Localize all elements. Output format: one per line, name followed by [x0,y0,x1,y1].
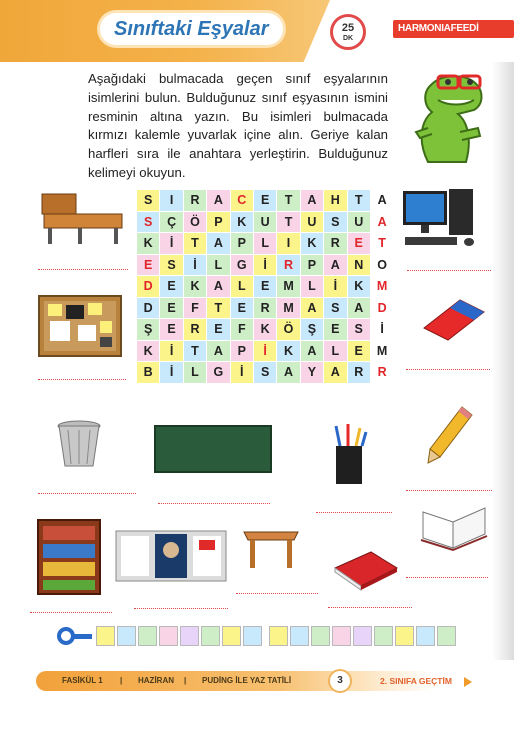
puzzle-cell[interactable]: S [160,255,182,276]
puzzle-cell[interactable]: U [348,212,370,233]
answer-line-table[interactable] [236,593,318,594]
puzzle-cell[interactable]: A [371,190,393,211]
answer-line-desk[interactable] [38,269,128,270]
puzzle-cell[interactable]: T [277,190,299,211]
footer-grade: 2. SINIFA GEÇTİM [380,676,452,686]
answer-key-cell[interactable] [201,626,220,646]
answer-key-cell[interactable] [222,626,241,646]
puzzle-cell[interactable]: L [231,276,253,297]
puzzle-cell[interactable]: E [231,298,253,319]
answer-key-cell[interactable] [311,626,330,646]
answer-key-cell[interactable] [395,626,414,646]
puzzle-cell[interactable]: A [301,341,323,362]
puzzle-cell[interactable]: M [371,341,393,362]
answer-key-cell[interactable] [269,626,288,646]
answer-key-cell[interactable] [416,626,435,646]
footer-separator: | [120,676,123,685]
puzzle-cell[interactable]: İ [160,233,182,254]
puzzle-cell[interactable]: Ş [301,319,323,340]
ataturk-corner-image [115,530,227,582]
puzzle-cell[interactable]: İ [324,276,346,297]
puzzle-cell[interactable]: A [301,190,323,211]
puzzle-cell[interactable]: R [184,190,206,211]
answer-key-cell[interactable] [374,626,393,646]
pencil-image [426,405,474,465]
answer-line-book[interactable] [328,607,412,608]
answer-key-cell[interactable] [353,626,372,646]
puzzle-cell[interactable]: L [301,276,323,297]
puzzle-cell[interactable]: N [348,255,370,276]
answer-key-row-right [269,626,456,646]
puzzle-cell[interactable]: A [301,298,323,319]
puzzle-cell[interactable]: R [348,362,370,383]
puzzle-cell[interactable]: S [324,298,346,319]
answer-line-notebook[interactable] [406,577,488,578]
footer-series: PUDİNG İLE YAZ TATİLİ [202,676,292,685]
puzzle-cell[interactable]: D [137,298,159,319]
answer-line-eraser[interactable] [406,369,490,370]
puzzle-cell[interactable]: P [231,341,253,362]
puzzle-cell[interactable]: K [277,341,299,362]
next-arrow-icon [464,677,472,687]
puzzle-cell[interactable]: Ç [160,212,182,233]
page-title: Sınıftaki Eşyalar [100,13,283,45]
page-number: 3 [328,669,352,693]
puzzle-cell[interactable]: İ [160,341,182,362]
puzzle-cell[interactable]: P [231,233,253,254]
red-book-image [331,546,399,592]
pencil-cup-image [330,424,368,486]
notebook-image [417,500,489,552]
answer-key-cell[interactable] [138,626,157,646]
puzzle-cell[interactable]: K [301,233,323,254]
puzzle-cell[interactable]: S [254,362,276,383]
instructions-text: Aşağıdaki bulmacada geçen sınıf eşyalarının isimlerini bulun. Bulduğunuz sınıf eşyasının ismini resminin altına yazın. Bu isimleri bulmacada kırmızı kalemle yuvarlak içine alın. Geriye kalan harfleri sıra ile anahtara yerleştirin. Bulduğunuz kelimeyi okuyun. [88,71,388,180]
answer-key-cell[interactable] [159,626,178,646]
puzzle-cell[interactable]: A [324,255,346,276]
puzzle-cell[interactable]: H [324,190,346,211]
puzzle-cell[interactable]: D [137,276,159,297]
puzzle-cell[interactable]: S [137,212,159,233]
puzzle-cell[interactable]: O [371,255,393,276]
puzzle-cell[interactable]: C [231,190,253,211]
puzzle-cell[interactable]: L [207,255,229,276]
puzzle-cell[interactable]: G [207,362,229,383]
puzzle-cell[interactable]: T [207,298,229,319]
puzzle-cell[interactable]: R [371,362,393,383]
puzzle-cell[interactable]: R [277,255,299,276]
dinosaur-illustration [398,62,502,166]
puzzle-cell[interactable]: T [277,212,299,233]
answer-line-bin[interactable] [38,493,136,494]
puzzle-cell[interactable]: K [184,276,206,297]
puzzle-cell[interactable]: K [348,276,370,297]
key-icon [57,626,93,646]
puzzle-cell[interactable]: İ [160,362,182,383]
answer-key-cell[interactable] [117,626,136,646]
puzzle-cell[interactable]: T [184,341,206,362]
puzzle-cell[interactable]: T [371,233,393,254]
puzzle-cell[interactable]: E [254,276,276,297]
eraser-image [418,292,488,342]
table-image [240,522,302,570]
puzzle-cell[interactable]: İ [254,341,276,362]
puzzle-cell[interactable]: İ [184,255,206,276]
puzzle-cell[interactable]: U [254,212,276,233]
puzzle-cell[interactable]: A [324,362,346,383]
puzzle-cell[interactable]: A [348,298,370,319]
puzzle-cell[interactable]: A [207,233,229,254]
puzzle-cell[interactable]: S [137,190,159,211]
puzzle-cell[interactable]: M [371,276,393,297]
answer-key-cell[interactable] [243,626,262,646]
puzzle-cell[interactable]: İ [371,319,393,340]
answer-line-pencil-cup[interactable] [316,512,392,513]
puzzle-cell[interactable]: G [231,255,253,276]
puzzle-cell[interactable]: E [348,341,370,362]
puzzle-cell[interactable]: S [348,319,370,340]
answer-key-cell[interactable] [332,626,351,646]
puzzle-cell[interactable]: L [184,362,206,383]
school-desk-image [38,190,124,246]
answer-key-row-left [96,626,262,646]
trash-bin-image [56,420,102,470]
puzzle-cell[interactable]: M [277,276,299,297]
puzzle-cell[interactable]: E [160,298,182,319]
puzzle-cell[interactable]: K [254,319,276,340]
footer-fasikul: FASİKÜL 1 [62,676,103,685]
computer-image [401,187,483,249]
puzzle-cell[interactable]: R [184,319,206,340]
answer-line-board[interactable] [38,379,126,380]
puzzle-cell[interactable]: E [207,319,229,340]
answer-line-computer[interactable] [407,270,491,271]
footer-separator: | [184,676,187,685]
puzzle-cell[interactable]: E [348,233,370,254]
puzzle-cell[interactable]: I [277,233,299,254]
word-search-grid [137,190,393,383]
timer-unit: DK [342,35,354,42]
blackboard-image [154,425,272,473]
puzzle-cell[interactable]: A [207,341,229,362]
puzzle-cell[interactable]: F [231,319,253,340]
puzzle-cell[interactable]: E [160,276,182,297]
puzzle-cell[interactable]: K [231,212,253,233]
puzzle-cell[interactable]: A [207,190,229,211]
puzzle-cell[interactable]: P [301,255,323,276]
answer-line-pencil[interactable] [406,490,492,491]
puzzle-cell[interactable]: K [137,233,159,254]
puzzle-cell[interactable]: T [348,190,370,211]
bookshelf-image [36,518,102,596]
answer-key-cell[interactable] [180,626,199,646]
footer-month: HAZİRAN [138,676,174,685]
puzzle-cell[interactable]: Ö [184,212,206,233]
timer-badge [330,14,366,50]
timer-value: 25 [341,22,355,34]
answer-line-ataturk-corner[interactable] [134,608,228,609]
answer-line-bookshelf[interactable] [30,612,112,613]
answer-key-cell[interactable] [437,626,456,646]
puzzle-cell[interactable]: İ [231,362,253,383]
puzzle-cell[interactable]: R [254,298,276,319]
puzzle-cell[interactable]: Y [301,362,323,383]
puzzle-cell[interactable]: R [324,233,346,254]
puzzle-cell[interactable]: F [184,298,206,319]
puzzle-cell[interactable]: L [324,341,346,362]
puzzle-cell[interactable]: İ [254,255,276,276]
puzzle-cell[interactable]: S [324,212,346,233]
puzzle-cell[interactable]: A [207,276,229,297]
answer-key-cell[interactable] [96,626,115,646]
puzzle-cell[interactable]: A [277,362,299,383]
puzzle-cell[interactable]: Ö [277,319,299,340]
puzzle-cell[interactable]: E [137,255,159,276]
puzzle-cell[interactable]: Ş [137,319,159,340]
puzzle-cell[interactable]: I [160,190,182,211]
puzzle-cell[interactable]: A [371,212,393,233]
puzzle-cell[interactable]: T [184,233,206,254]
puzzle-cell[interactable]: U [301,212,323,233]
puzzle-cell[interactable]: D [371,298,393,319]
puzzle-cell[interactable]: E [160,319,182,340]
publisher-logo: HARMONIAFEEDİ İLKESİ [393,20,514,38]
puzzle-cell[interactable]: E [324,319,346,340]
answer-line-blackboard[interactable] [158,503,270,504]
puzzle-cell[interactable]: L [254,233,276,254]
puzzle-cell[interactable]: K [137,341,159,362]
bulletin-board-image [38,295,122,357]
answer-key-cell[interactable] [290,626,309,646]
header [0,0,514,62]
puzzle-cell[interactable]: M [277,298,299,319]
puzzle-cell[interactable]: B [137,362,159,383]
puzzle-cell[interactable]: P [207,212,229,233]
puzzle-cell[interactable]: E [254,190,276,211]
